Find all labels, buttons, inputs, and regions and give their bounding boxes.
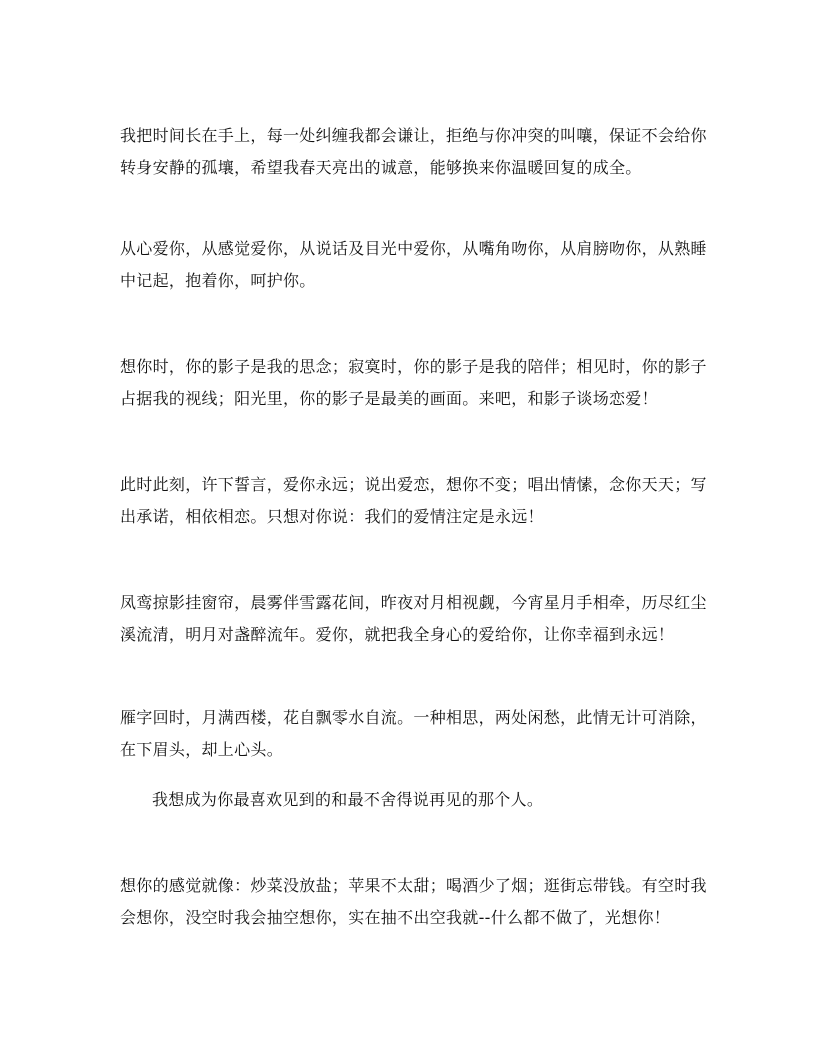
paragraph-5 — [120, 587, 707, 651]
paragraph-8 — [120, 870, 707, 934]
paragraph-3 — [120, 351, 707, 415]
paragraph-line: 我把时间长在手上，每一处纠缠我都会谦让，拒绝与你冲突的叫嚷，保证不会给你 — [120, 126, 707, 145]
paragraph-line: 占据我的视线；阳光里，你的影子是最美的画面。来吧，和影子谈场恋爱！ — [120, 389, 658, 408]
paragraph-line: 转身安静的孤壤，希望我春天亮出的诚意，能够换来你温暖回复的成全。 — [120, 158, 642, 177]
paragraph-7 — [152, 784, 732, 816]
paragraph-line: 凤鸾掠影挂窗帘，晨雾伴雪露花间，昨夜对月相视觑，今宵星月手相牵，历尽红尘 — [120, 593, 707, 612]
paragraph-line: 此时此刻，许下誓言，爱你永远；说出爱恋，想你不变；唱出情愫，念你天天；写 — [120, 475, 707, 494]
paragraph-4 — [120, 469, 707, 533]
paragraph-line: 会想你，没空时我会抽空想你，实在抽不出空我就--什么都不做了，光想你！ — [120, 908, 671, 927]
paragraph-line: 中记起，抱着你，呵护你。 — [120, 271, 316, 290]
paragraph-line: 从心爱你，从感觉爱你，从说话及目光中爱你，从嘴角吻你，从肩膀吻你，从熟睡 — [120, 239, 707, 258]
paragraph-line: 想你的感觉就像：炒菜没放盐；苹果不太甜；喝酒少了烟；逛街忘带钱。有空时我 — [120, 876, 707, 895]
paragraph-6 — [120, 702, 707, 766]
paragraph-line: 雁字回时，月满西楼，花自飘零水自流。一种相思，两处闲愁，此情无计可消除， — [120, 708, 707, 727]
paragraph-line: 想你时，你的影子是我的思念；寂寞时，你的影子是我的陪伴；相见时，你的影子 — [120, 357, 707, 376]
paragraph-line: 在下眉头，却上心头。 — [120, 740, 284, 759]
paragraph-line: 出承诺，相依相恋。只想对你说：我们的爱情注定是永远！ — [120, 507, 544, 526]
paragraph-line: 我想成为你最喜欢见到的和最不舍得说再见的那个人。 — [152, 790, 544, 809]
paragraph-2 — [120, 233, 707, 297]
paragraph-1 — [120, 120, 707, 184]
paragraph-line: 溪流清，明月对盏醉流年。爱你，就把我全身心的爱给你，让你幸福到永远！ — [120, 625, 675, 644]
